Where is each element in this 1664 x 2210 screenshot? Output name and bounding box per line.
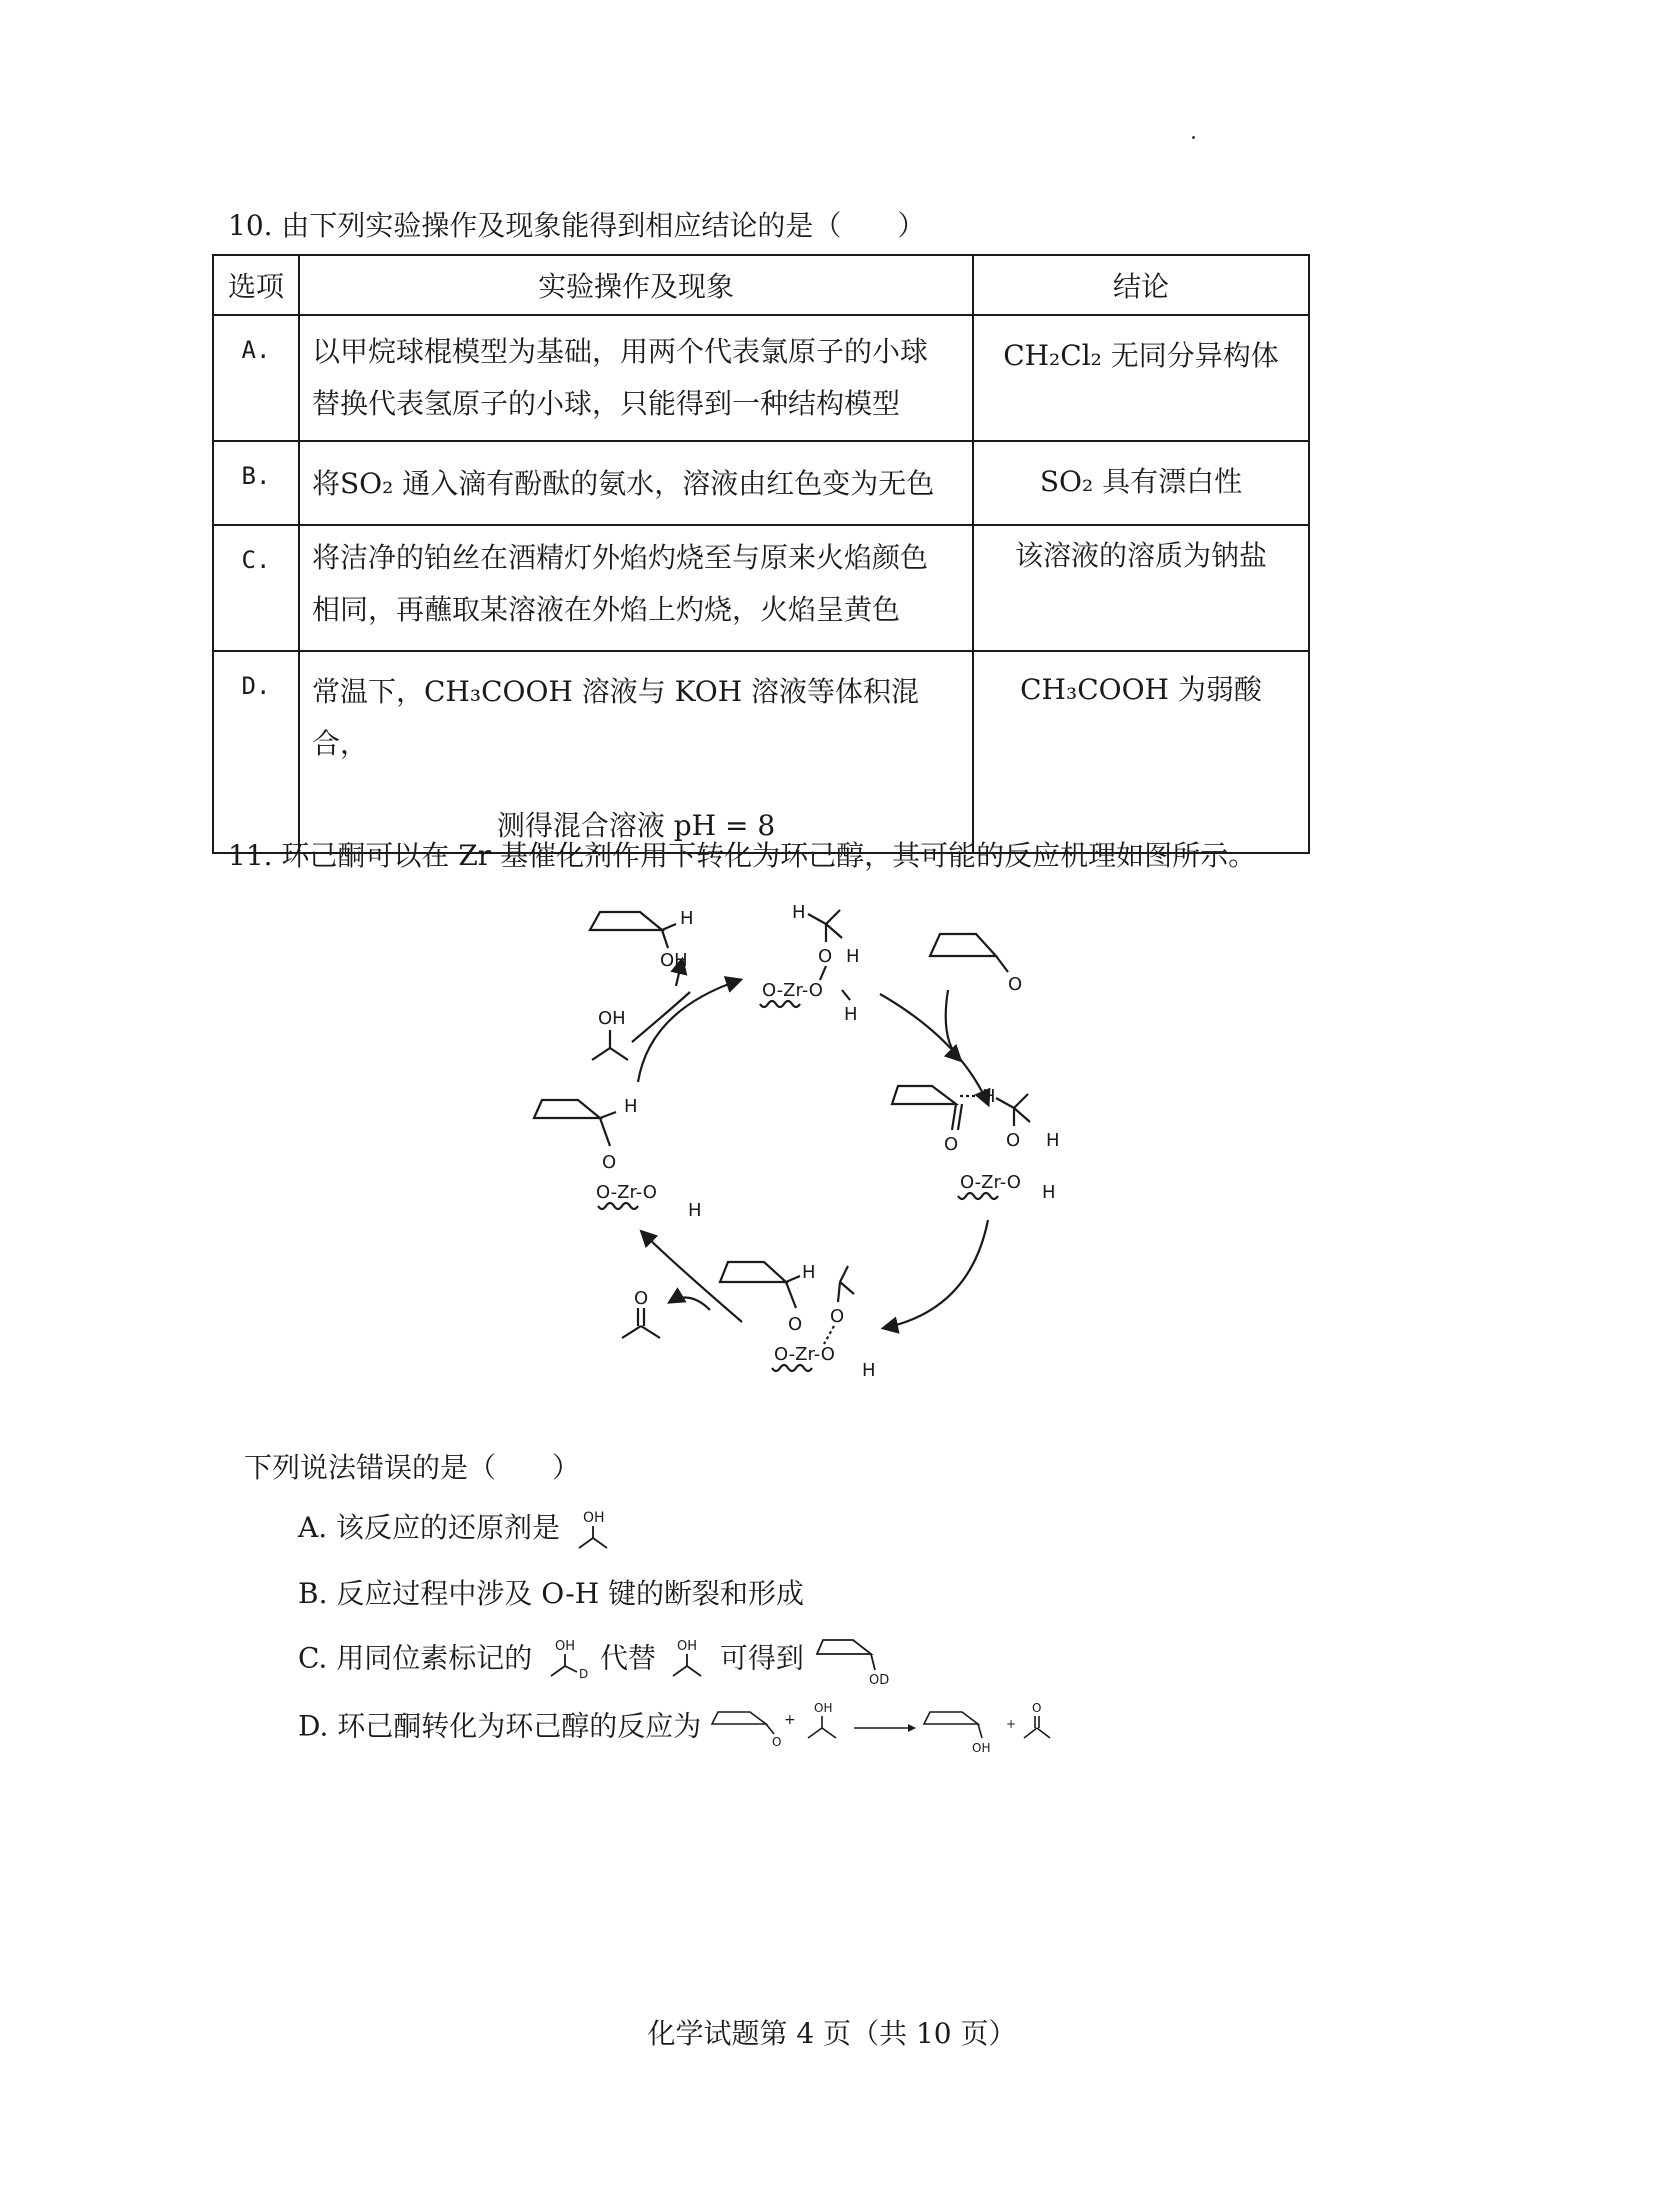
table-header-row xyxy=(213,255,1309,315)
o-label: O xyxy=(944,1134,959,1155)
oh-label: OH xyxy=(598,1008,626,1029)
deuterated-isopropanol-icon xyxy=(541,1638,591,1682)
zr-center-label: O-Zr-O xyxy=(596,1182,657,1203)
option-a[interactable] xyxy=(298,1506,619,1552)
plus-label: + xyxy=(1006,1717,1017,1731)
isopropanol-structure xyxy=(592,1008,628,1060)
option-c-text-3: 可得到 xyxy=(719,1641,804,1675)
option-c[interactable] xyxy=(298,1632,893,1688)
scan-speck xyxy=(1192,136,1195,139)
h-label: H xyxy=(1042,1182,1056,1203)
row-option: A. xyxy=(241,336,271,364)
header-conclusion: 结论 xyxy=(973,255,1309,315)
h-label: H xyxy=(846,946,860,967)
h-label: H xyxy=(862,1360,876,1381)
option-d-text: D. 环己酮转化为环己醇的反应为 xyxy=(298,1709,702,1743)
zr-center-label: O-Zr-O xyxy=(960,1172,1021,1193)
od-label: OD xyxy=(868,1673,890,1688)
o-label: O xyxy=(602,1152,617,1173)
zr-isopropoxide-intermediate xyxy=(760,902,860,1025)
o-label: O xyxy=(788,1314,803,1335)
cyclohexanone-structure xyxy=(930,934,1022,995)
oh-label: OH xyxy=(676,1639,697,1654)
row-conclusion: 该溶液的溶质为钠盐 xyxy=(1014,539,1267,572)
oh-label: OH xyxy=(972,1741,991,1755)
reaction-mechanism-diagram xyxy=(520,890,1080,1410)
row-option: D. xyxy=(241,672,271,700)
table-row xyxy=(213,525,1309,651)
row-conclusion: CH₂Cl₂ 无同分异构体 xyxy=(1003,339,1279,372)
acetone-structure xyxy=(622,1288,660,1338)
question-11-statement: 下列说法错误的是（ ） xyxy=(244,1451,581,1484)
option-d[interactable] xyxy=(298,1698,1070,1758)
row-operation-line: 替换代表氢原子的小球，只能得到一种结构模型 xyxy=(312,387,901,420)
row-option: B. xyxy=(241,462,271,490)
option-c-text-1: C. 用同位素标记的 xyxy=(298,1641,533,1675)
h-label: H xyxy=(802,1262,816,1283)
oh-label: OH xyxy=(555,1639,576,1654)
o-label: O xyxy=(818,946,833,967)
zr-complex-with-ketone xyxy=(892,1086,1060,1203)
isopropanol-icon xyxy=(665,1638,711,1682)
experiment-table xyxy=(212,254,1310,854)
h-label: H xyxy=(624,1096,638,1117)
row-conclusion: SO₂ 具有漂白性 xyxy=(1039,465,1243,498)
row-operation-line: 将洁净的铂丝在酒精灯外焰灼烧至与原来火焰颜色 xyxy=(312,541,929,574)
zr-center-label: O-Zr-O xyxy=(774,1344,835,1365)
h-label: H xyxy=(844,1004,858,1025)
oh-label: OH xyxy=(582,1509,605,1526)
option-c-text-2: 代替 xyxy=(600,1641,657,1675)
oh-label: OH xyxy=(660,950,688,971)
zr-cyclohexoxide-acetone-complex xyxy=(720,1262,876,1381)
plus-label: + xyxy=(784,1712,796,1728)
option-a-text: A. 该反应的还原剂是 xyxy=(298,1511,561,1544)
table-row xyxy=(213,651,1309,853)
row-operation-line: 测得混合溶液 pH = 8 xyxy=(496,809,776,842)
h-label: H xyxy=(1046,1130,1060,1151)
header-operation: 实验操作及现象 xyxy=(299,255,973,315)
question-10-stem: 10. 由下列实验操作及现象能得到相应结论的是（ ） xyxy=(228,209,926,242)
o-label: O xyxy=(830,1306,845,1327)
deuterated-cyclohexanol-icon xyxy=(813,1632,893,1688)
header-option: 选项 xyxy=(213,255,299,315)
o-label: O xyxy=(772,1735,782,1749)
o-label: O xyxy=(1006,1130,1021,1151)
row-option: C. xyxy=(241,546,271,574)
table-row xyxy=(213,441,1309,525)
oh-label: OH xyxy=(814,1701,833,1715)
overall-reaction-equation xyxy=(710,1698,1070,1758)
h-label: H xyxy=(688,1200,702,1221)
page-footer: 化学试题第 4 页（共 10 页） xyxy=(647,2017,1017,2050)
o-label: O xyxy=(1032,1701,1042,1715)
row-operation-line: 相同，再蘸取某溶液在外焰上灼烧，火焰呈黄色 xyxy=(312,593,901,626)
question-11-stem: 11. 环己酮可以在 Zr 基催化剂作用下转化为环己醇，其可能的反应机理如图所示。 xyxy=(228,839,1257,872)
h-label: H xyxy=(792,902,806,923)
row-conclusion: CH₃COOH 为弱酸 xyxy=(1020,673,1262,706)
d-label: D xyxy=(579,1667,589,1681)
o-label: O xyxy=(1008,974,1023,995)
row-operation-line: 将SO₂ 通入滴有酚酞的氨水，溶液由红色变为无色 xyxy=(312,467,935,500)
zr-center-label: O-Zr-O xyxy=(762,980,823,1001)
h-label: H xyxy=(982,1086,996,1107)
cyclohexanol-structure xyxy=(590,908,694,971)
o-label: O xyxy=(634,1288,649,1309)
table-row xyxy=(213,315,1309,441)
option-b[interactable]: B. 反应过程中涉及 O-H 键的断裂和形成 xyxy=(298,1577,805,1610)
zr-cyclohexoxide-intermediate xyxy=(534,1096,702,1221)
row-operation-line: 以甲烷球棍模型为基础，用两个代表氯原子的小球 xyxy=(312,335,929,368)
h-label: H xyxy=(680,908,694,929)
isopropanol-icon xyxy=(569,1508,619,1552)
row-operation-line: 常温下，CH₃COOH 溶液与 KOH 溶液等体积混合， xyxy=(312,675,920,760)
